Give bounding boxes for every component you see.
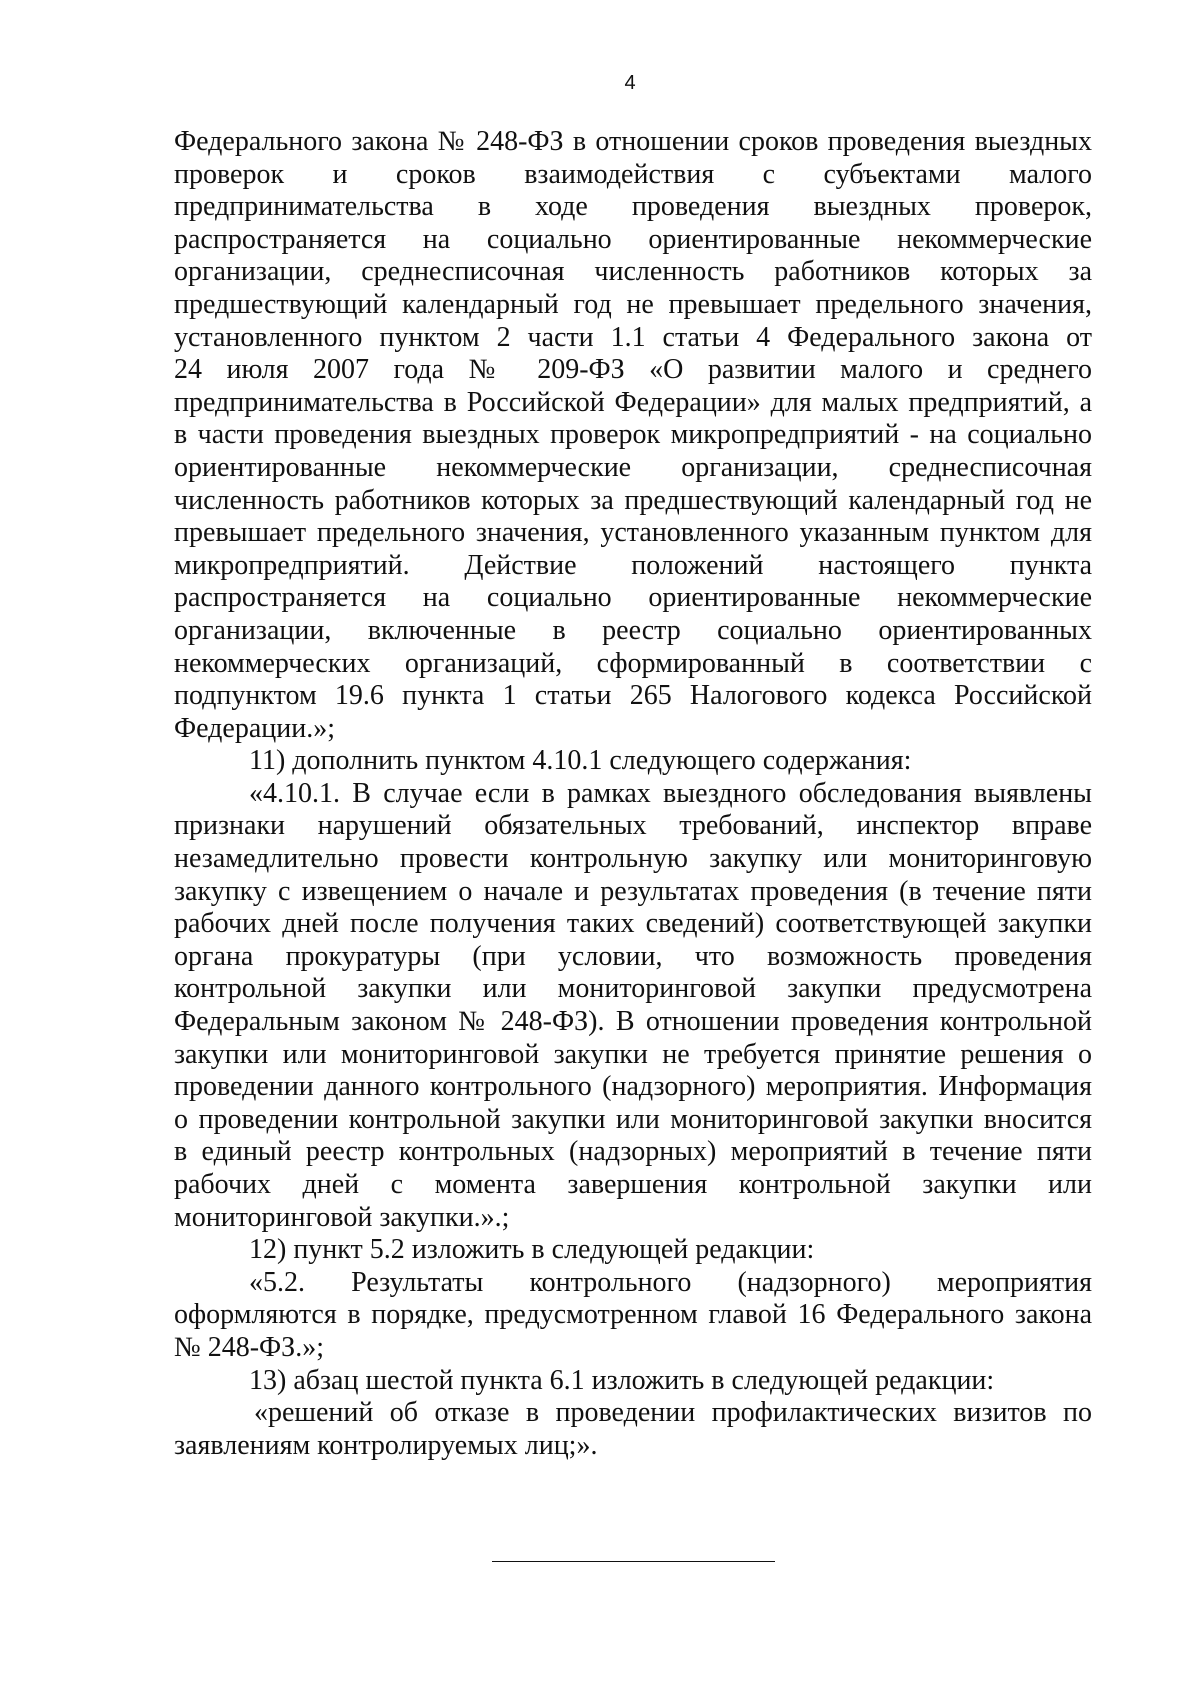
text-line: ориентированные некоммерческие организации, среднесписочная xyxy=(174,451,1092,483)
text-line: предпринимательства в ходе проведения выездных проверок, xyxy=(174,191,1092,223)
text-line: 13) абзац шестой пункта 6.1 изложить в следующей редакции: xyxy=(249,1364,995,1396)
text-line: оформляются в порядке, предусмотренном главой 16 Федерального закона xyxy=(174,1299,1092,1331)
text-line: распространяется на социально ориентированные некоммерческие xyxy=(174,223,1092,255)
text-line: организации, среднесписочная численность работников которых за xyxy=(174,256,1092,288)
text-line: о проведении контрольной закупки или мониторинговой закупки вносится xyxy=(174,1103,1092,1135)
text-line: «5.2. Результаты контрольного (надзорного) мероприятия xyxy=(249,1266,1092,1298)
text-line: № 248-ФЗ.»; xyxy=(174,1331,324,1363)
text-line: подпунктом 19.6 пункта 1 статьи 265 Налогового кодекса Российской xyxy=(174,680,1092,712)
text-line: рабочих дней с момента завершения контрольной закупки или xyxy=(174,1169,1092,1200)
text-line: некоммерческих организаций, сформированный в соответствии с xyxy=(174,647,1092,679)
text-line: «решений об отказе в проведении профилактических визитов по xyxy=(254,1397,1092,1429)
text-line: органа прокуратуры (при условии, что возможность проведения xyxy=(174,940,1092,972)
text-line: незамедлительно провести контрольную закупку или мониторинговую xyxy=(174,843,1092,875)
text-line: микропредприятий. Действие положений настоящего пункта xyxy=(174,549,1092,581)
text-line: Федерации.»; xyxy=(174,712,336,744)
text-line: проведении данного контрольного (надзорного) мероприятия. Информация xyxy=(174,1071,1092,1103)
text-line: в единый реестр контрольных (надзорных) мероприятий в течение пяти xyxy=(174,1136,1092,1168)
text-line: предпринимательства в Российской Федерации» для малых предприятий, а xyxy=(174,386,1092,418)
text-line: организации, включенные в реестр социально ориентированных xyxy=(174,614,1092,646)
text-line: признаки нарушений обязательных требований, инспектор вправе xyxy=(174,810,1092,842)
text-line: предшествующий календарный год не превышает предельного значения, xyxy=(174,288,1092,320)
text-line: превышает предельного значения, установленного указанным пунктом для xyxy=(174,517,1092,549)
text-line: 11) дополнить пунктом 4.10.1 следующего содержания: xyxy=(249,745,912,777)
text-line: численность работников которых за предшествующий календарный год не xyxy=(174,484,1092,516)
page-number: 4 xyxy=(624,72,636,94)
text-line: закупки или мониторинговой закупки не требуется принятие решения о xyxy=(174,1038,1092,1070)
text-line: проверок и сроков взаимодействия с субъектами малого xyxy=(174,158,1092,190)
text-line: контрольной закупки или мониторинговой закупки предусмотрена xyxy=(174,973,1092,1005)
text-line: установленного пунктом 2 части 1.1 статьи 4 Федерального закона от xyxy=(174,321,1092,353)
text-line: рабочих дней после получения таких сведений) соответствующей закупки xyxy=(174,908,1092,940)
text-line: в части проведения выездных проверок микропредприятий - на социально xyxy=(174,419,1092,451)
text-line: заявлениям контролируемых лиц;». xyxy=(174,1429,598,1461)
footer-separator-line xyxy=(492,1561,775,1562)
text-line: 12) пункт 5.2 изложить в следующей редакции: xyxy=(249,1234,815,1266)
text-line: распространяется на социально ориентированные некоммерческие xyxy=(174,582,1092,614)
text-line: «4.10.1. В случае если в рамках выездного обследования выявлены xyxy=(249,777,1092,809)
text-line: закупку с извещением о начале и результатах проведения (в течение пяти xyxy=(174,875,1092,907)
text-line: мониторинговой закупки.».; xyxy=(174,1201,510,1233)
text-line: Федерального закона № 248-ФЗ в отношении сроков проведения выездных xyxy=(174,126,1092,157)
document-body xyxy=(174,126,1092,1462)
text-line: 24 июля 2007 года № 209-ФЗ «О развитии малого и среднего xyxy=(174,354,1092,386)
text-line: Федеральным законом № 248-ФЗ). В отношении проведения контрольной xyxy=(174,1006,1092,1038)
